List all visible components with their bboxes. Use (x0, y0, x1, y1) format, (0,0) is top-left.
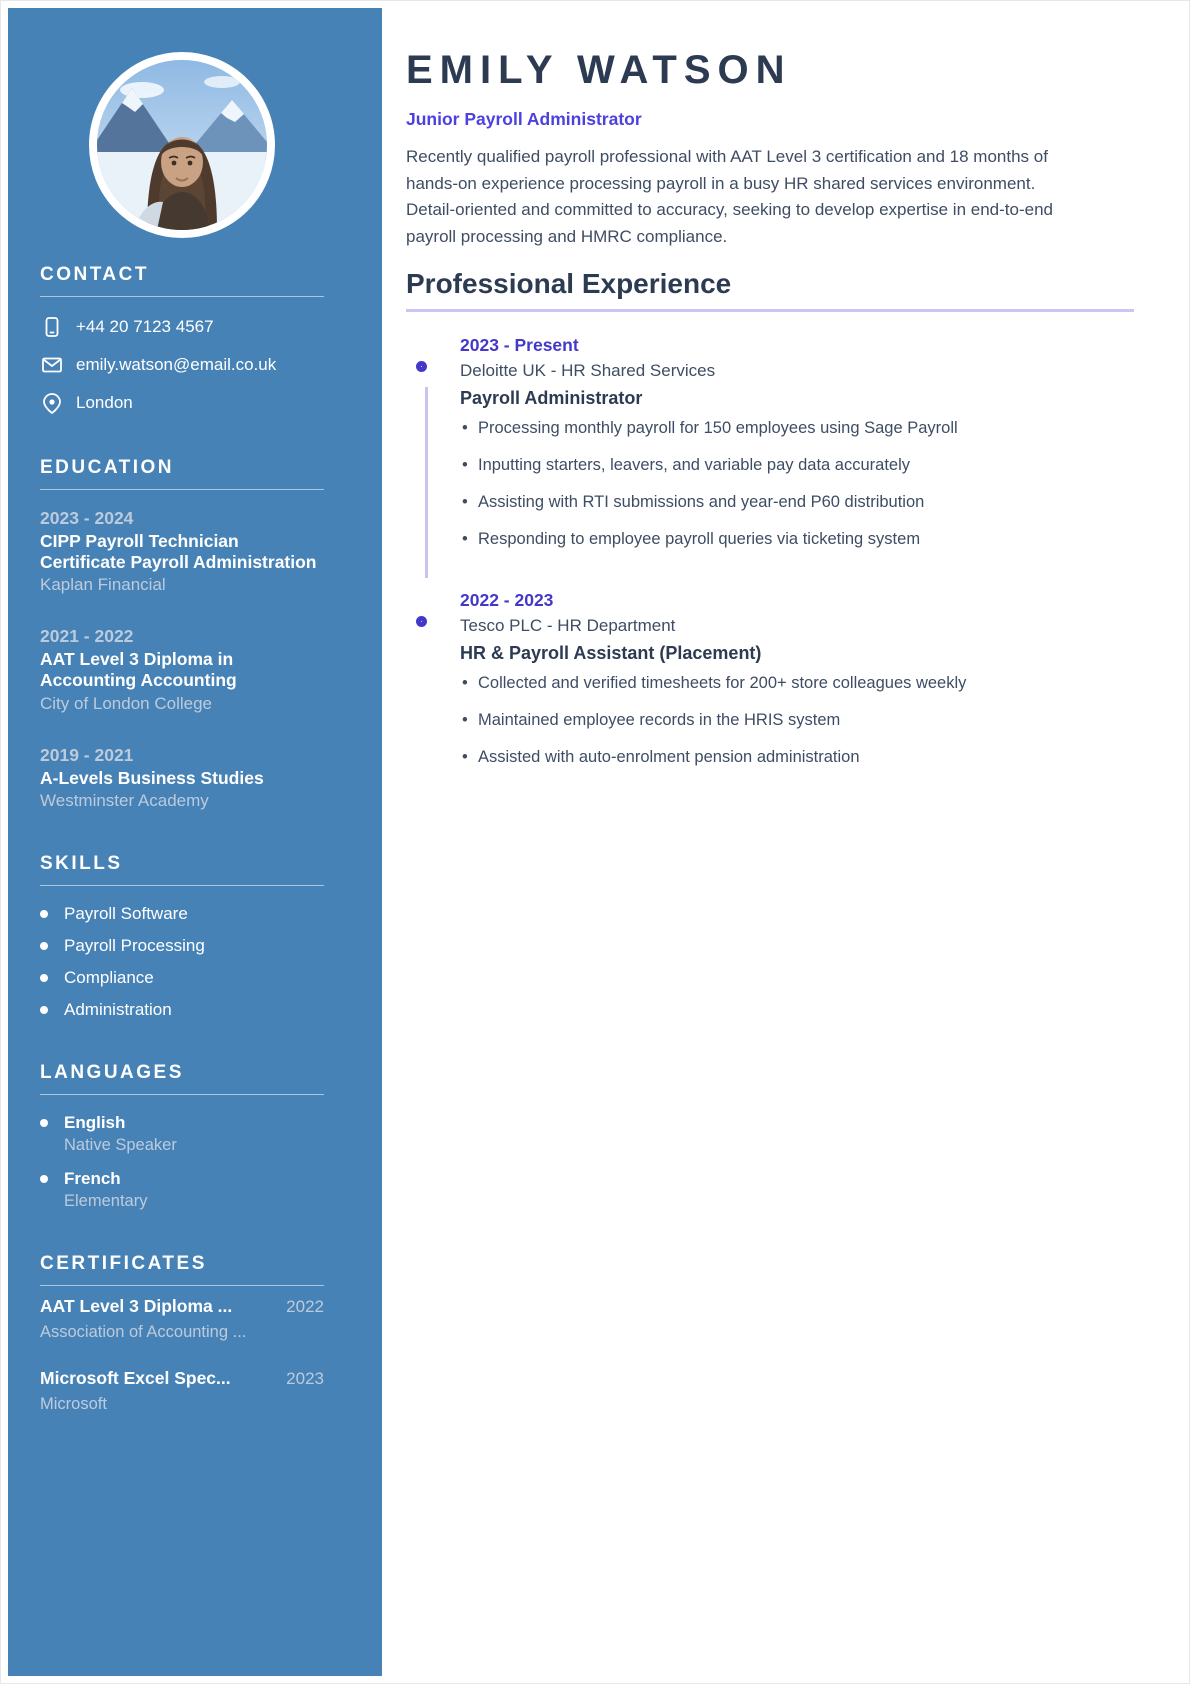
main-content (382, 8, 1182, 1676)
experience-entry (416, 590, 1134, 770)
job-dates: 2023 - Present (460, 335, 579, 356)
language-name-row (40, 1169, 324, 1189)
phone-number: +44 20 7123 4567 (76, 317, 214, 336)
skill-item (40, 968, 324, 988)
contact-phone-row (40, 315, 324, 339)
education-section (40, 457, 324, 811)
skill-label: Payroll Software (64, 904, 188, 924)
education-dates: 2021 - 2022 (40, 626, 134, 647)
contact-heading: CONTACT (40, 264, 149, 285)
certificate-year: 2023 (286, 1369, 324, 1389)
experience-divider (406, 309, 1134, 312)
profile-photo-illustration (97, 60, 267, 230)
language-name: English (64, 1113, 126, 1133)
certificates-heading: CERTIFICATES (40, 1253, 207, 1275)
bullet-dot-icon (40, 974, 48, 982)
contact-location-row (40, 391, 324, 415)
certificate-name: AAT Level 3 Diploma ... (40, 1296, 233, 1317)
education-dates: 2019 - 2021 (40, 744, 134, 765)
timeline-marker-icon (416, 616, 427, 627)
skill-label: Payroll Processing (64, 936, 205, 956)
language-item (40, 1113, 324, 1155)
email-address: emily.watson@email.co.uk (76, 355, 277, 374)
certificate-issuer: Association of Accounting ... (40, 1323, 247, 1342)
certificate-issuer: Microsoft (40, 1395, 107, 1414)
job-bullet: • Assisted with auto-enrolment pension administration (460, 746, 1060, 770)
bullet-dot-icon (40, 942, 48, 950)
bullet-dot-icon (40, 1006, 48, 1014)
location-icon (40, 391, 64, 415)
language-item (40, 1169, 324, 1211)
certificate-row (40, 1368, 324, 1389)
skill-item (40, 936, 324, 956)
skills-divider (40, 885, 324, 886)
certificate-item (40, 1368, 324, 1414)
certificate-item (40, 1296, 324, 1342)
skill-label: Administration (64, 1000, 172, 1020)
profile-summary: Recently qualified payroll professional with AAT Level 3 certification and 18 months of hands-on experience processing payroll in a busy HR shared services environment. Detail-oriented and committed to accuracy, seeking to develop expertise in end-to-end payroll processing and HMRC compliance. (406, 147, 1053, 246)
education-dates: 2023 - 2024 (40, 508, 134, 528)
sidebar (8, 8, 382, 1676)
job-bullet: • Inputting starters, leavers, and variable pay data accurately (460, 454, 1060, 478)
bullet-dot-icon (40, 1175, 48, 1183)
certificates-divider (40, 1285, 324, 1286)
certificate-name: Microsoft Excel Spec... (40, 1368, 231, 1389)
job-company: Deloitte UK - HR Shared Services (460, 361, 716, 381)
location-text: London (76, 393, 133, 412)
contact-email-row (40, 353, 324, 377)
timeline-marker-icon (416, 361, 427, 372)
person-title: Junior Payroll Administrator (406, 109, 642, 129)
contact-section (40, 264, 324, 415)
bullet-dot-icon (40, 910, 48, 918)
education-title: AAT Level 3 Diploma in Accounting Accounting (40, 649, 237, 690)
job-company: Tesco PLC - HR Department (460, 615, 676, 635)
language-name-row (40, 1113, 324, 1133)
language-name: French (64, 1169, 121, 1189)
job-bullet-list (460, 672, 1134, 770)
education-institution: City of London College (40, 693, 213, 713)
job-bullet-list (460, 417, 1134, 552)
experience-heading: Professional Experience (406, 268, 732, 300)
skills-heading: SKILLS (40, 853, 123, 875)
languages-heading: LANGUAGES (40, 1062, 184, 1084)
job-role: HR & Payroll Assistant (Placement) (460, 642, 762, 663)
education-institution: Kaplan Financial (40, 575, 166, 595)
email-icon (40, 353, 64, 377)
skill-label: Compliance (64, 968, 154, 988)
job-bullet: • Collected and verified timesheets for 200+ store colleagues weekly (460, 672, 1060, 696)
education-item (40, 745, 324, 812)
job-dates: 2022 - 2023 (460, 589, 554, 610)
certificates-section (40, 1253, 324, 1414)
experience-entry (416, 335, 1134, 552)
education-title: CIPP Payroll Technician Certificate Payroll Administration (40, 531, 317, 572)
contact-divider (40, 296, 324, 297)
job-bullet: • Maintained employee records in the HRIS system (460, 709, 1060, 733)
skills-section (40, 853, 324, 1020)
job-bullet: • Processing monthly payroll for 150 employees using Sage Payroll (460, 417, 1060, 441)
bullet-dot-icon (40, 1119, 48, 1127)
skill-item (40, 904, 324, 924)
experience-timeline (416, 335, 1134, 769)
education-divider (40, 489, 324, 490)
languages-section (40, 1062, 324, 1211)
job-bullet: • Assisting with RTI submissions and year-end P60 distribution (460, 491, 1060, 515)
job-bullet: • Responding to employee payroll queries via ticketing system (460, 528, 1060, 552)
skill-item (40, 1000, 324, 1020)
education-item (40, 508, 324, 595)
person-name: EMILY WATSON (406, 48, 792, 92)
education-title: A-Levels Business Studies (40, 767, 264, 788)
profile-photo (89, 52, 275, 238)
language-level: Native Speaker (64, 1136, 177, 1155)
languages-divider (40, 1094, 324, 1095)
education-institution: Westminster Academy (40, 791, 209, 811)
certificate-year: 2022 (286, 1297, 324, 1317)
phone-icon (40, 315, 64, 339)
certificate-row (40, 1296, 324, 1317)
education-item (40, 626, 324, 713)
job-role: Payroll Administrator (460, 388, 643, 409)
education-heading: EDUCATION (40, 457, 175, 478)
language-level: Elementary (64, 1192, 148, 1211)
